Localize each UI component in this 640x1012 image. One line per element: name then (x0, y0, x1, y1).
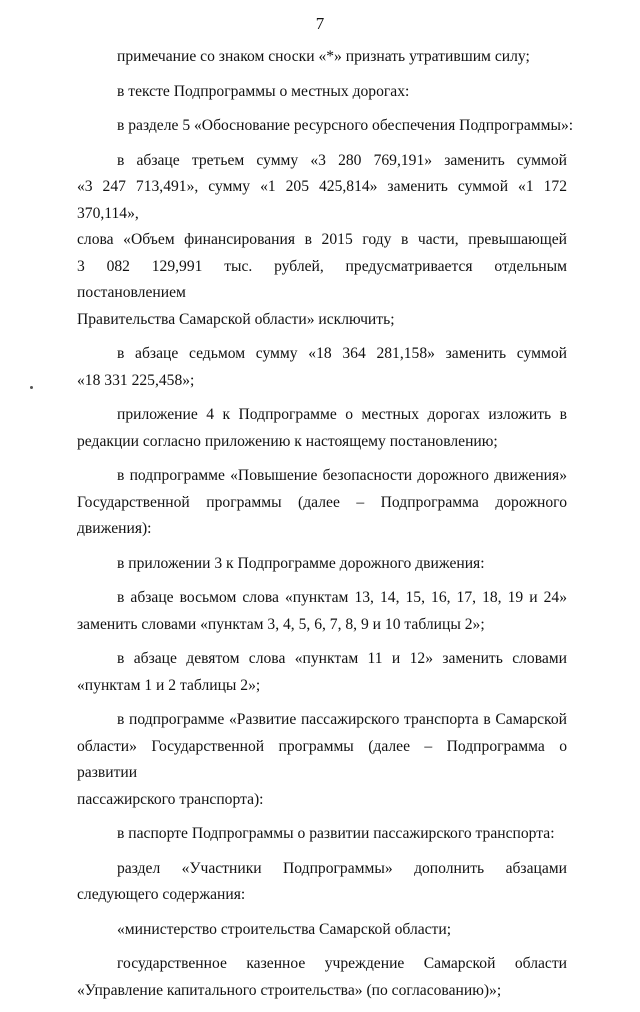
paragraph (77, 856, 567, 909)
paragraph (77, 463, 567, 543)
paragraph (77, 585, 567, 638)
paragraph-line: следующего содержания: (77, 886, 246, 903)
paragraph-line: примечание со знаком сноски «*» признать утратившим силу; (117, 48, 530, 65)
paragraph (77, 113, 574, 140)
paragraph (77, 646, 567, 699)
paragraph-line: в тексте Подпрограммы о местных дорогах: (117, 82, 410, 100)
paragraph-line: «пунктам 1 и 2 таблицы 2»; (77, 676, 261, 694)
paragraph (77, 402, 567, 455)
paragraph-line: в абзаце восьмом слова «пунктам 13, 14, 15, 16, 17, 18, 19 и 24» (117, 589, 567, 606)
paragraph (77, 44, 567, 71)
paragraph-line: в паспорте Подпрограммы о развитии пассажирского транспорта: (117, 825, 555, 842)
paragraph-line: Правительства Самарской области» исключить; (77, 310, 395, 328)
paragraph-line: государственное казенное учреждение Самарской области (117, 955, 567, 972)
paragraph-line: в абзаце третьем сумму «3 280 769,191» заменить суммой (117, 151, 567, 169)
paragraph (77, 951, 567, 1004)
paragraph (77, 821, 567, 848)
paragraph-line: в абзаце седьмом сумму «18 364 281,158» заменить суммой (117, 345, 567, 362)
paragraph-line: раздел «Участники Подпрограммы» дополнить абзацами (117, 859, 567, 877)
paragraph-line: приложение 4 к Подпрограмме о местных дорогах изложить в (117, 406, 567, 423)
paragraph-line: 3 082 129,991 тыс. рублей, предусматривается отдельным постановлением (77, 257, 567, 301)
paragraph-line: редакции согласно приложению к настоящему постановлению; (77, 432, 498, 450)
paragraph-line: в разделе 5 «Обоснование ресурсного обеспечения Подпрограммы»: (117, 117, 574, 134)
paragraph-line: «Управление капитального строительства» (по согласованию)»; (77, 981, 502, 999)
scan-speck (30, 386, 33, 389)
paragraph-line: заменить словами «пунктам 3, 4, 5, 6, 7, 8, 9 и 10 таблицы 2»; (77, 615, 485, 633)
paragraph-line: в подпрограмме «Развитие пассажирского транспорта в Самарской (117, 711, 567, 728)
paragraph-line: «18 331 225,458»; (77, 371, 195, 389)
paragraph (77, 79, 567, 106)
paragraph (77, 707, 567, 813)
paragraph (77, 551, 567, 578)
paragraph-line: «3 247 713,491», сумму «1 205 425,814» заменить суммой «1 172 370,114», (77, 178, 567, 222)
paragraph-line: пассажирского транспорта): (77, 790, 264, 808)
paragraph-line: в приложении 3 к Подпрограмме дорожного движения: (117, 554, 485, 572)
paragraph-line: области» Государственной программы (далее – Подпрограмма о развитии (77, 737, 567, 781)
paragraph-line: в подпрограмме «Повышение безопасности дорожного движения» (117, 467, 567, 484)
paragraph-line: в абзаце девятом слова «пунктам 11 и 12» заменить словами (117, 650, 567, 667)
paragraph-line: слова «Объем финансирования в 2015 году в части, превышающей (77, 231, 567, 248)
paragraph (77, 341, 567, 394)
document-body (77, 44, 574, 1012)
paragraph-line: «министерство строительства Самарской области; (117, 920, 452, 938)
paragraph-line: Государственной программы (далее – Подпрограмма дорожного (77, 493, 567, 511)
paragraph-line: движения): (77, 520, 152, 537)
paragraph (77, 917, 567, 944)
page-number: 7 (315, 14, 325, 33)
paragraph (77, 148, 567, 334)
